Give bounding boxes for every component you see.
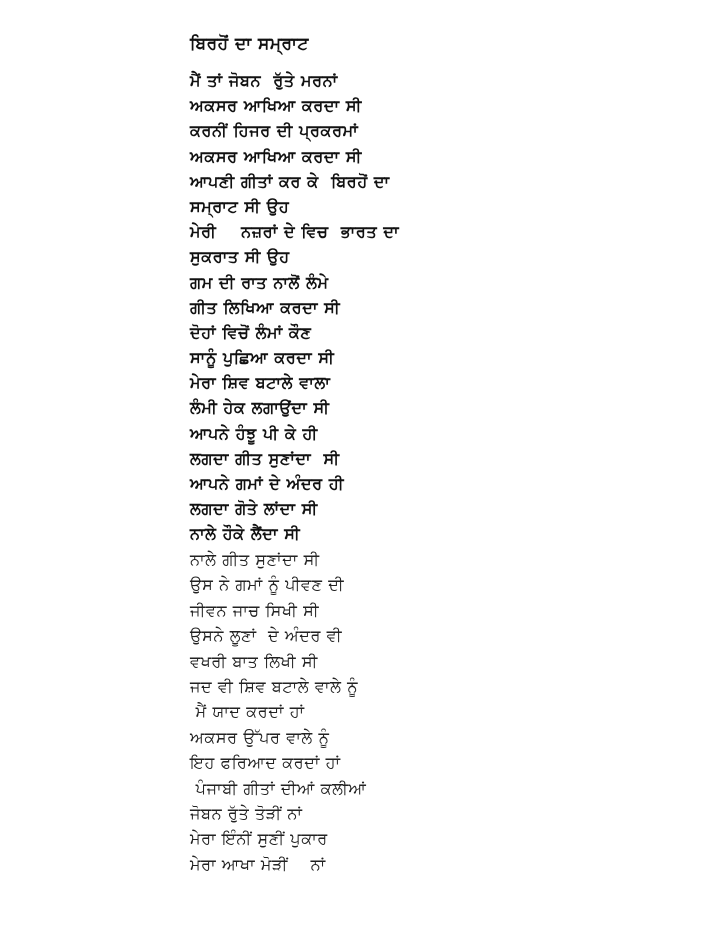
poem-line: ਮੇਰਾ ਇੰਨੀਂ ਸੁਣੀਂ ਪੁਕਾਰ — [190, 829, 328, 849]
poem-line: ਆਪਨੇ ਹੰਝੂ ਪੀ ਕੇ ਹੀ — [190, 423, 318, 443]
poem-line: ਅਕਸਰ ਉੱਪਰ ਵਾਲੇ ਨੂੰ — [190, 727, 330, 747]
poem-line: ਉਸਨੇ ਲੂਣਾਂ ਦੇ ਅੰਦਰ ਵੀ — [190, 626, 343, 646]
poem-line: ਕਰਨੀਂ ਹਿਜਰ ਦੀ ਪ੍ਰਕਰਮਾਂ — [190, 121, 359, 141]
poem-stanza-1 — [190, 68, 399, 547]
poem-line: ਦੋਹਾਂ ਵਿਚੋਂ ਲੰਮਾਂ ਕੌਣ — [190, 322, 312, 342]
poem-line: ਲੰਮੀ ਹੇਕ ਲਗਾਉਂਦਾ ਸੀ — [190, 398, 330, 418]
poem-line: ਲਗਦਾ ਗੀਤ ਸੁਣਾਂਦਾ ਸੀ — [190, 448, 340, 468]
poem-line: ਪੰਜਾਬੀ ਗੀਤਾਂ ਦੀਆਂ ਕਲੀਆਂ — [190, 778, 367, 798]
poem-line: ਮੈਂ ਤਾਂ ਜੋਬਨ ਰੁੱਤੇ ਮਰਨਾਂ — [190, 71, 338, 90]
poem-line: ਜਦ ਵੀ ਸ਼ਿਵ ਬਟਾਲੇ ਵਾਲੇ ਨੂੰ — [190, 676, 359, 696]
poem-line: ਸਮ੍ਰਾਟ ਸੀ ਉਹ — [190, 196, 290, 216]
poem-line: ਮੈਂ ਯਾਦ ਕਰਦਾਂ ਹਾਂ — [190, 702, 305, 722]
poem-line: ਜੀਵਨ ਜਾਚ ਸਿਖੀ ਸੀ — [190, 600, 320, 620]
poem-line: ਗੀਤ ਲਿਖਿਆ ਕਰਦਾ ਸੀ — [190, 297, 341, 317]
poem-stanza-2 — [190, 547, 366, 877]
poem-line: ਵਖਰੀ ਬਾਤ ਲਿਖੀ ਸੀ — [190, 651, 318, 671]
poem-line: ਅਕਸਰ ਆਖਿਆ ਕਰਦਾ ਸੀ — [190, 96, 362, 116]
poem-line: ਨਾਲੇ ਹੌਕੇ ਲੈਂਦਾ ਸੀ — [190, 524, 301, 544]
poem-line: ਸੁਕਰਾਤ ਸੀ ਉਹ — [190, 247, 290, 267]
poem-line: ਮੇਰਾ ਸ਼ਿਵ ਬਟਾਲੇ ਵਾਲਾ — [190, 373, 331, 393]
poem-line: ਮੇਰਾ ਆਖਾ ਮੋੜੀਂ ਨਾਂ — [190, 854, 326, 874]
poem-line: ਨਾਲੇ ਗੀਤ ਸੁਣਾਂਦਾ ਸੀ — [190, 550, 320, 569]
poem-line: ਗਮ ਦੀ ਰਾਤ ਨਾਲੋਂ ਲੰਮੇ — [190, 272, 329, 292]
poem-line: ਸਾਨੂੰ ਪੁਛਿਆ ਕਰਦਾ ਸੀ — [190, 348, 335, 368]
poem-line: ਆਪਣੀ ਗੀਤਾਂ ਕਰ ਕੇ ਬਿਰਹੋਂ ਦਾ — [190, 171, 390, 191]
poem-title: ਬਿਰਹੋਂ ਦਾ ਸਮ੍ਰਾਟ — [190, 34, 309, 54]
poem-line: ਮੇਰੀ ਨਜ਼ਰਾਂ ਦੇ ਵਿਚ ਭਾਰਤ ਦਾ — [190, 222, 400, 242]
poem-line: ਲਗਦਾ ਗੋਤੇ ਲਾਂਦਾ ਸੀ — [190, 499, 318, 519]
poem-line: ਉਸ ਨੇ ਗਮਾਂ ਨੂੰ ਪੀਵਣ ਦੀ — [190, 575, 345, 595]
poem-line: ਆਪਨੇ ਗਮਾਂ ਦੇ ਅੰਦਰ ਹੀ — [190, 474, 345, 493]
poem-line: ਅਕਸਰ ਆਖਿਆ ਕਰਦਾ ਸੀ — [190, 146, 362, 166]
poem-line: ਜੋਬਨ ਰੁੱਤੇ ਤੋੜੀਂ ਨਾਂ — [190, 803, 303, 823]
poem-line: ਇਹ ਫਰਿਆਦ ਕਰਦਾਂ ਹਾਂ — [190, 753, 341, 773]
